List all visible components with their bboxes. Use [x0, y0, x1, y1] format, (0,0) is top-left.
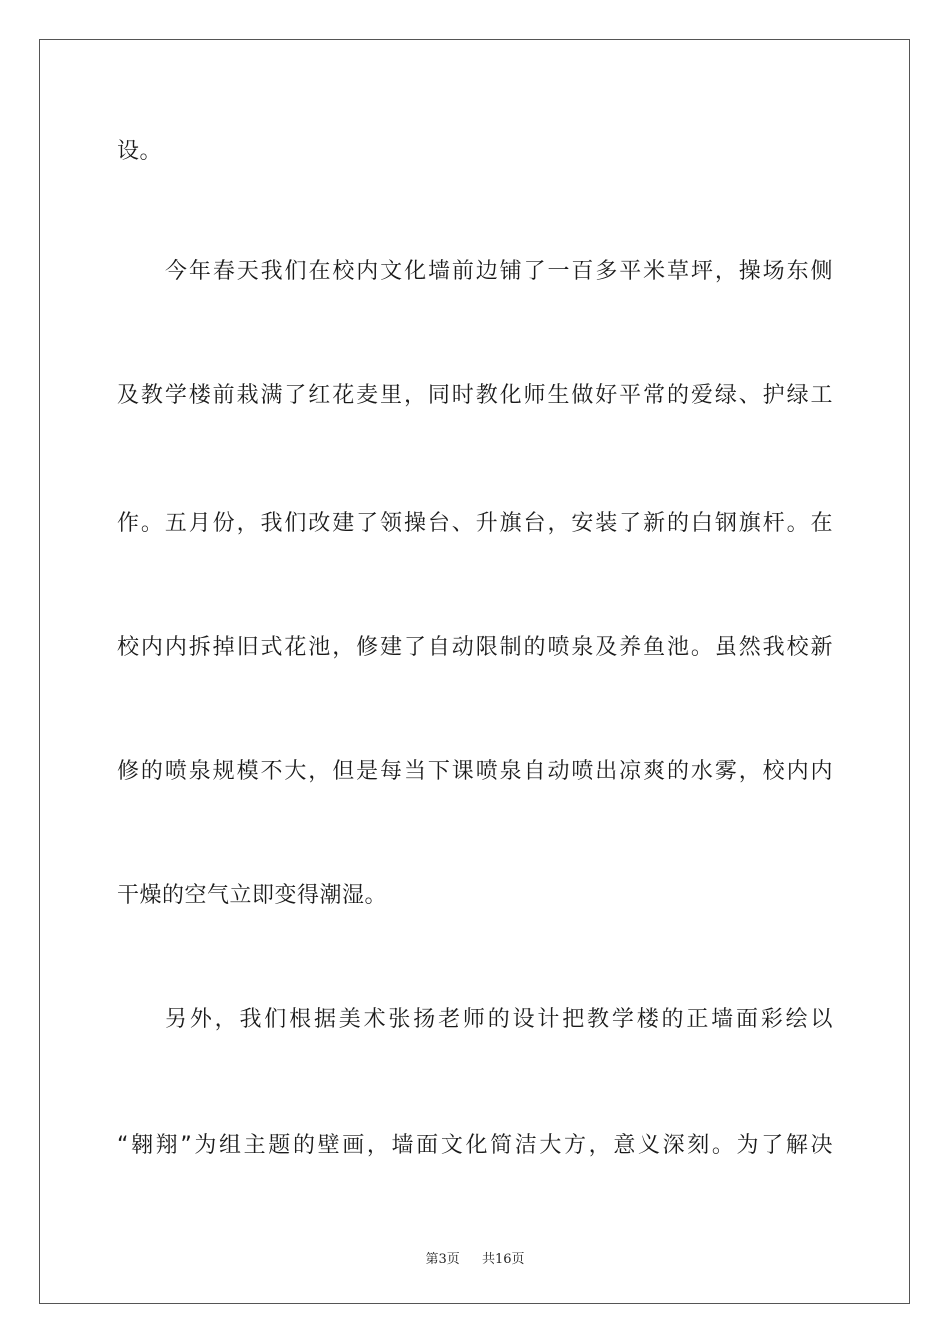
- page-number: 第3页: [425, 1252, 460, 1267]
- text-line-3: 及教学楼前栽满了红花麦里，同时教化师生做好平常的爱绿、护绿工: [117, 383, 833, 408]
- text-line-1: 设。: [117, 139, 163, 164]
- text-line-2: 今年春天我们在校内文化墙前边铺了一百多平米草坪，操场东侧: [165, 259, 833, 284]
- text-line-5: 校内内拆掉旧式花池，修建了自动限制的喷泉及养鱼池。虽然我校新: [117, 635, 833, 660]
- text-line-6: 修的喷泉规模不大，但是每当下课喷泉自动喷出凉爽的水雾，校内内: [117, 759, 833, 784]
- text-line-8: 另外，我们根据美术张扬老师的设计把教学楼的正墙面彩绘以: [165, 1007, 833, 1032]
- text-line-9: “翱翔”为组主题的壁画，墙面文化简洁大方，意义深刻。为了解决: [117, 1133, 833, 1158]
- text-line-7: 干燥的空气立即变得潮湿。: [117, 883, 388, 908]
- page-footer: [0, 1248, 950, 1267]
- page-total: 共16页: [482, 1252, 525, 1267]
- text-line-4: 作。五月份，我们改建了领操台、升旗台，安装了新的白钢旗杆。在: [117, 511, 833, 536]
- page-border: [39, 39, 910, 1304]
